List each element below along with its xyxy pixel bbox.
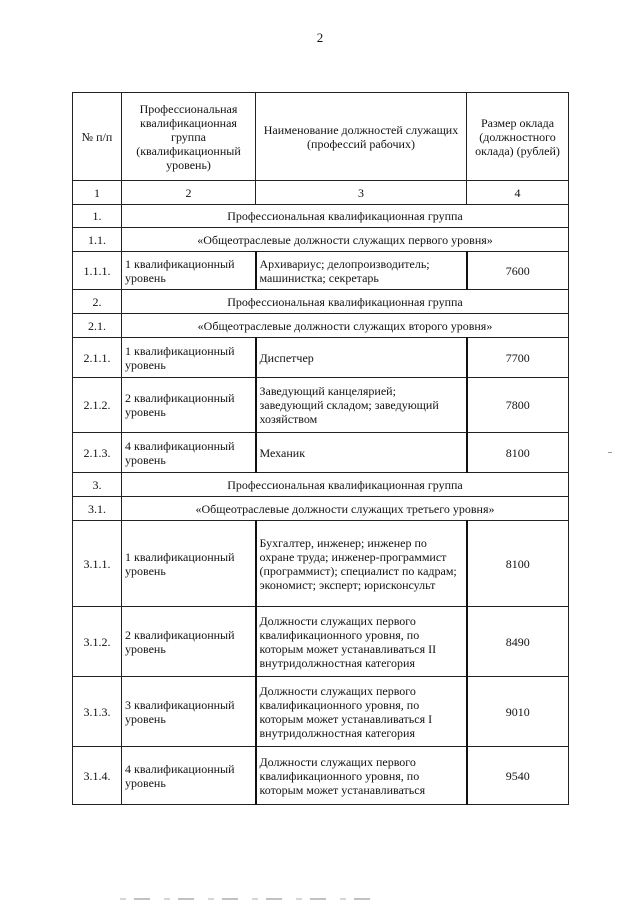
qualification-level: 2 квалификационный уровень [122, 607, 256, 677]
group-title: Профессиональная квалификационная группа [122, 290, 569, 314]
group-row [73, 290, 569, 314]
column-number: 3 [256, 181, 467, 205]
group-row [73, 228, 569, 252]
position-names: Должности служащих первого квалификационного уровня, по которым может устанавливаться I внутридолжностная категория [256, 677, 467, 747]
group-title: Профессиональная квалификационная группа [122, 205, 569, 228]
qualification-level: 1 квалификационный уровень [122, 521, 256, 607]
group-row [73, 205, 569, 228]
header-number: № п/п [73, 93, 122, 181]
salary-value: 7700 [467, 338, 569, 378]
table-row [73, 747, 569, 805]
row-number: 3.1.3. [73, 677, 122, 747]
position-names: Диспетчер [256, 338, 467, 378]
position-names: Должности служащих первого квалификационного уровня, по которым может устанавливаться II внутридолжностная категория [256, 607, 467, 677]
row-number: 3.1.1. [73, 521, 122, 607]
row-number: 2.1. [73, 314, 122, 338]
row-number: 1. [73, 205, 122, 228]
header-salary: Размер оклада (должностного оклада) (рублей) [467, 93, 569, 181]
group-title: «Общеотраслевые должности служащих третьего уровня» [122, 497, 569, 521]
salary-table [72, 92, 569, 805]
qualification-level: 1 квалификационный уровень [122, 338, 256, 378]
position-names: Должности служащих первого квалификационного уровня, по которым может устанавливаться [256, 747, 467, 805]
salary-value: 8490 [467, 607, 569, 677]
table-row [73, 338, 569, 378]
group-row [73, 314, 569, 338]
scan-edge-mark [608, 452, 612, 453]
group-title: «Общеотраслевые должности служащих второго уровня» [122, 314, 569, 338]
row-number: 2. [73, 290, 122, 314]
table-row [73, 607, 569, 677]
row-number: 1.1.1. [73, 252, 122, 290]
row-number: 3.1.2. [73, 607, 122, 677]
table-row [73, 521, 569, 607]
position-names: Бухгалтер, инженер; инженер по охране труда; инженер-программист (программист); специалист по кадрам; экономист; эксперт; юрисконсульт [256, 521, 467, 607]
group-title: Профессиональная квалификационная группа [122, 473, 569, 497]
salary-value: 7600 [467, 252, 569, 290]
position-names: Заведующий канцелярией; заведующий складом; заведующий хозяйством [256, 378, 467, 433]
column-number: 1 [73, 181, 122, 205]
row-number: 3.1. [73, 497, 122, 521]
qualification-level: 4 квалификационный уровень [122, 433, 256, 473]
salary-value: 8100 [467, 433, 569, 473]
row-number: 2.1.1. [73, 338, 122, 378]
salary-value: 7800 [467, 378, 569, 433]
qualification-level: 1 квалификационный уровень [122, 252, 256, 290]
table-row [73, 252, 569, 290]
qualification-level: 3 квалификационный уровень [122, 677, 256, 747]
row-number: 2.1.3. [73, 433, 122, 473]
column-number-row [73, 181, 569, 205]
position-names: Механик [256, 433, 467, 473]
table-row [73, 378, 569, 433]
header-position-names: Наименование должностей служащих (профессий рабочих) [256, 93, 467, 181]
salary-value: 9540 [467, 747, 569, 805]
qualification-level: 2 квалификационный уровень [122, 378, 256, 433]
table-row [73, 433, 569, 473]
position-names: Архивариус; делопроизводитель; машинистка; секретарь [256, 252, 467, 290]
column-number: 4 [467, 181, 569, 205]
row-number: 3.1.4. [73, 747, 122, 805]
row-number: 2.1.2. [73, 378, 122, 433]
header-qualification-group: Профессиональная квалификационная группа (квалификационный уровень) [122, 93, 256, 181]
salary-value: 9010 [467, 677, 569, 747]
page-number: 2 [316, 30, 324, 45]
row-number: 1.1. [73, 228, 122, 252]
salary-value: 8100 [467, 521, 569, 607]
qualification-level: 4 квалификационный уровень [122, 747, 256, 805]
table-header-row [73, 93, 569, 181]
group-row [73, 473, 569, 497]
table-row [73, 677, 569, 747]
group-row [73, 497, 569, 521]
scan-noise [120, 898, 380, 900]
row-number: 3. [73, 473, 122, 497]
group-title: «Общеотраслевые должности служащих первого уровня» [122, 228, 569, 252]
column-number: 2 [122, 181, 256, 205]
